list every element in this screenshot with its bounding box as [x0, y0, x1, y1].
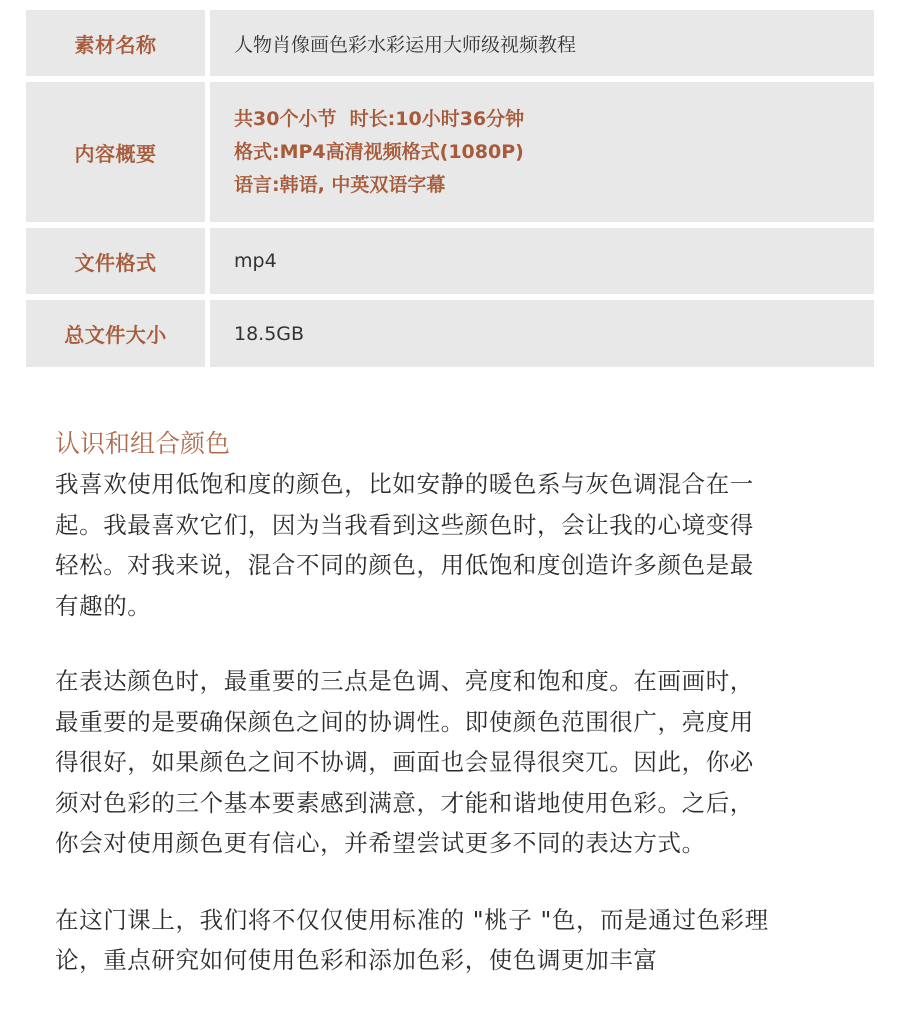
article-body [55, 425, 855, 981]
total-size-text: 18.5GB [234, 322, 305, 345]
paragraph-line: 轻松。对我来说，混合不同的颜色，用低饱和度创造许多颜色是最 [55, 551, 754, 579]
paragraph-line: 得很好，如果颜色之间不协调，画面也会显得很突兀。因此，你必 [55, 748, 754, 776]
resource-name-value [210, 10, 874, 76]
paragraph-3 [55, 900, 855, 981]
content-summary-label: 内容概要 [26, 82, 205, 222]
paragraph-line: 有趣的。 [55, 591, 152, 620]
table-row-resource-name [26, 10, 874, 76]
total-size-value [210, 300, 874, 367]
file-format-label: 文件格式 [26, 228, 205, 294]
paragraph-line: 须对色彩的三个基本要素感到满意，才能和谐地使用色彩。之后， [55, 788, 754, 817]
paragraph-line: 你会对使用颜色更有信心，并希望尝试更多不同的表达方式。 [55, 829, 706, 857]
paragraph-line: 论，重点研究如何使用色彩和添加色彩，使色调更加丰富 [55, 946, 658, 974]
resource-info-table [26, 10, 874, 367]
paragraph-line: 最重要的是要确保颜色之间的协调性。即使颜色范围很广，亮度用 [55, 707, 754, 736]
summary-format: 格式:MP4高清视频格式(1080P) [234, 140, 524, 163]
content-summary-value [210, 82, 874, 222]
resource-name-text: 人物肖像画色彩水彩运用大师级视频教程 [234, 33, 577, 56]
summary-sections-duration: 共30个小节 时长:10小时36分钟 [234, 107, 525, 130]
paragraph-line: 起。我最喜欢它们，因为当我看到这些颜色时，会让我的心境变得 [55, 510, 754, 539]
summary-language: 语言:韩语, 中英双语字幕 [234, 173, 446, 196]
table-row-file-format [26, 228, 874, 294]
table-row-content-summary [26, 82, 874, 222]
paragraph-1 [55, 464, 855, 626]
table-row-total-size [26, 300, 874, 367]
paragraph-line: 在这门课上，我们将不仅仅使用标准的 "桃子 "色，而是通过色彩理 [55, 905, 769, 934]
file-format-text: mp4 [234, 250, 277, 272]
file-format-value [210, 228, 874, 294]
section-heading: 认识和组合颜色 [55, 429, 231, 458]
paragraph-2 [55, 661, 855, 864]
paragraph-line: 在表达颜色时，最重要的三点是色调、亮度和饱和度。在画画时， [55, 667, 754, 695]
paragraph-line: 我喜欢使用低饱和度的颜色，比如安静的暖色系与灰色调混合在一 [55, 470, 754, 498]
resource-name-label: 素材名称 [26, 10, 205, 76]
total-size-label: 总文件大小 [26, 300, 205, 367]
